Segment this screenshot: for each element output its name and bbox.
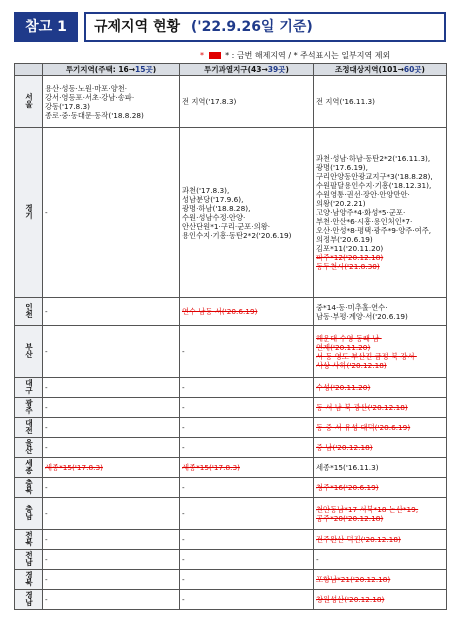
- zone-cell-c3: [314, 76, 447, 128]
- region-label: 전북: [24, 531, 34, 546]
- region-cell: [15, 478, 43, 498]
- cell-line: -: [45, 509, 48, 518]
- region-label: 대전: [24, 419, 34, 434]
- zone-cell-c2: [180, 76, 314, 128]
- cell-line: 파주*12('20.12.18): [316, 253, 384, 262]
- zone-cell-c2: [180, 438, 314, 458]
- cell-line: 연수·남동·서('20.6.19): [182, 307, 258, 316]
- zone-cell-c2: [180, 530, 314, 550]
- page-title: 규제지역 현황: [94, 19, 181, 35]
- table-row: [15, 128, 447, 298]
- zone-cell-c1: [43, 550, 180, 570]
- region-cell: [15, 76, 43, 128]
- zone-cell-c1: [43, 298, 180, 326]
- cell-line: 창원성산('20.12.18): [316, 595, 385, 604]
- cell-line: 서·동·영도·부산진·금정·북·강서·: [316, 351, 417, 361]
- cell-line: -: [182, 347, 185, 356]
- cell-line: 전 지역('16.11.3): [316, 97, 376, 106]
- cell-line: -: [45, 307, 48, 316]
- zone-cell-c3: [314, 298, 447, 326]
- table-row: [15, 530, 447, 550]
- legend: [200, 51, 456, 61]
- cell-line: -: [182, 443, 185, 452]
- regulation-table: [14, 63, 447, 610]
- zone-cell-c3: [314, 418, 447, 438]
- cell-line: -: [182, 535, 185, 544]
- cell-line: 세종*15('16.11.3): [316, 463, 379, 472]
- zone-cell-c1: [43, 458, 180, 478]
- zone-cell-c1: [43, 570, 180, 590]
- cell-line: 중*14·동·미추홀·연수·: [316, 302, 388, 312]
- table-row: [15, 438, 447, 458]
- table-row: [15, 458, 447, 478]
- zone-cell-c3: [314, 478, 447, 498]
- region-cell: [15, 378, 43, 398]
- zone-cell-c3: [314, 530, 447, 550]
- zone-cell-c2: [180, 326, 314, 378]
- region-cell: [15, 128, 43, 298]
- cell-line: 전주완산·덕진('20.12.18): [316, 535, 401, 544]
- zone-cell-c1: [43, 498, 180, 530]
- region-cell: [15, 498, 43, 530]
- zone-cell-c1: [43, 398, 180, 418]
- cell-line: -: [45, 347, 48, 356]
- cell-line: 성남분당('17.9.6),: [182, 194, 244, 204]
- title-date: ('22.9.26일 기준): [190, 19, 313, 35]
- cell-line: -: [182, 403, 185, 412]
- cell-line: 광명('17.6.19),: [316, 163, 368, 172]
- cell-line: -: [45, 423, 48, 432]
- cell-line: 포항남*21('20.12.18): [316, 575, 391, 584]
- region-label: 부산: [24, 343, 34, 358]
- cell-line: 종로·중·동대문·동작('18.8.28): [45, 110, 144, 120]
- legend-star: *: [200, 51, 204, 60]
- zone-cell-c3: [314, 378, 447, 398]
- zone-cell-c2: [180, 128, 314, 298]
- legend-separator: /: [288, 51, 292, 60]
- cell-line: 동·중·서·유성·대덕('20.6.19): [316, 423, 411, 432]
- cell-line: 오산·안성*8·평택·광주*9·양주·여주,: [316, 226, 432, 235]
- zone-cell-c2: [180, 550, 314, 570]
- zone-cell-c2: [180, 478, 314, 498]
- zone-cell-c3: [314, 438, 447, 458]
- zone-cell-c3: [314, 498, 447, 530]
- zone-cell-c2: [180, 378, 314, 398]
- zone-cell-c3: [314, 128, 447, 298]
- region-cell: [15, 298, 43, 326]
- region-cell: [15, 550, 43, 570]
- cell-line: 의왕('20.2.21): [316, 199, 366, 208]
- cell-line: -: [45, 443, 48, 452]
- zone-cell-c3: [314, 590, 447, 610]
- cell-line: 동두천시('21.8.30): [316, 262, 380, 271]
- region-cell: [15, 458, 43, 478]
- region-label: 경남: [24, 591, 34, 606]
- zone-cell-c1: [43, 326, 180, 378]
- table-row: [15, 398, 447, 418]
- cell-line: 과천·성남·하남·동탄2*2('16.11.3),: [316, 154, 431, 163]
- zone-cell-c3: [314, 458, 447, 478]
- header-overheated-zone: 투기과열지구(43→39곳): [180, 64, 314, 76]
- cell-line: 중·남('20.12.18): [316, 443, 373, 452]
- region-label: 울산: [24, 439, 34, 454]
- region-label: 인천: [24, 303, 34, 318]
- cell-line: 수원팔달용인수지·기흥('18.12.31),: [316, 181, 432, 190]
- region-label: 광주: [24, 399, 34, 414]
- cell-line: -: [45, 595, 48, 604]
- legend-note: * 주석표시는 일부지역 제외: [293, 51, 391, 60]
- zone-cell-c2: [180, 298, 314, 326]
- cell-line: 청주*16('20.6.19): [316, 483, 379, 492]
- table-row: [15, 76, 447, 128]
- header-adjustment-zone: 조정대상지역(101→60곳): [314, 64, 447, 76]
- zone-cell-c3: [314, 398, 447, 418]
- legend-red-swatch: [209, 52, 221, 59]
- cell-line: 김포*11('20.11.20): [316, 244, 384, 253]
- zone-cell-c1: [43, 128, 180, 298]
- region-cell: [15, 590, 43, 610]
- cell-line: 용인수지·기흥·동탄2*2('20.6.19): [182, 230, 292, 240]
- table-row: [15, 326, 447, 378]
- zone-cell-c1: [43, 438, 180, 458]
- table-row: [15, 570, 447, 590]
- header: [14, 12, 446, 42]
- zone-cell-c3: [314, 570, 447, 590]
- zone-cell-c2: [180, 570, 314, 590]
- zone-cell-c1: [43, 418, 180, 438]
- zone-cell-c2: [180, 590, 314, 610]
- cell-line: 용산·성동·노원·마포·양천·: [45, 83, 128, 93]
- cell-line: 남동·부평·계양·서('20.6.19): [316, 311, 408, 321]
- legend-swatch-text: * : 금번 해제지역: [225, 51, 286, 60]
- region-label: 서울: [24, 93, 34, 108]
- cell-line: 의정부('20.6.19): [316, 235, 373, 244]
- cell-line: 동·서·남·북·광산('20.12.18): [316, 403, 408, 412]
- table-row: [15, 478, 447, 498]
- cell-line: 사상·사하('20.12.18): [316, 360, 387, 370]
- reference-badge: 참고 1: [14, 12, 78, 42]
- cell-line: 강동('17.8.3): [45, 101, 91, 111]
- zone-cell-c1: [43, 478, 180, 498]
- cell-line: 연제('20.11.20): [316, 342, 371, 352]
- cell-line: -: [182, 555, 185, 564]
- cell-line: 해운대·수영·동래·남·: [316, 333, 382, 343]
- cell-line: -: [45, 483, 48, 492]
- region-cell: [15, 438, 43, 458]
- header-speculation-zone: 투기지역(주택: 16→15곳): [43, 64, 180, 76]
- cell-line: -: [45, 208, 48, 217]
- zone-cell-c1: [43, 378, 180, 398]
- cell-line: -: [182, 575, 185, 584]
- zone-cell-c1: [43, 530, 180, 550]
- table-row: [15, 418, 447, 438]
- cell-line: 안산단원*1·구리·군포·의왕·: [182, 221, 271, 231]
- region-label: 경북: [24, 571, 34, 586]
- cell-line: -: [45, 383, 48, 392]
- region-label: 대구: [24, 379, 34, 394]
- zone-cell-c3: [314, 550, 447, 570]
- title-box: [84, 12, 446, 42]
- cell-line: -: [182, 423, 185, 432]
- zone-cell-c3: [314, 326, 447, 378]
- cell-line: 세종*15('17.8.3): [45, 463, 103, 472]
- zone-cell-c1: [43, 76, 180, 128]
- cell-line: -: [182, 509, 185, 518]
- table-row: [15, 498, 447, 530]
- region-cell: [15, 326, 43, 378]
- region-cell: [15, 570, 43, 590]
- region-label: 전남: [24, 551, 34, 566]
- cell-line: 세종*15('17.8.3): [182, 463, 240, 472]
- cell-line: -: [45, 555, 48, 564]
- cell-line: 구리안양동안광교지구*3('18.8.28),: [316, 172, 433, 181]
- zone-cell-c2: [180, 498, 314, 530]
- table-row: [15, 550, 447, 570]
- region-label: 충북: [24, 479, 34, 494]
- zone-cell-c2: [180, 398, 314, 418]
- cell-line: 수원영통·권선·장안·안양만안·: [316, 190, 410, 199]
- cell-line: 수원·성남수정·안양·: [182, 212, 246, 222]
- region-cell: [15, 398, 43, 418]
- cell-line: -: [182, 595, 185, 604]
- cell-line: 강서·영등포·서초·강남·송파·: [45, 92, 135, 102]
- region-label: 충남: [24, 505, 34, 520]
- cell-line: 전 지역('17.8.3): [182, 97, 237, 106]
- zone-cell-c2: [180, 418, 314, 438]
- cell-line: 과천('17.8.3),: [182, 185, 230, 195]
- cell-line: 고양·남양주*4·화성*5·군포·: [316, 208, 406, 217]
- cell-line: -: [182, 383, 185, 392]
- table-row: [15, 590, 447, 610]
- header-region: [15, 64, 43, 76]
- cell-line: 부천·안산*6·시흥·용인처인*7·: [316, 217, 413, 226]
- zone-cell-c2: [180, 458, 314, 478]
- region-label: 세종: [24, 459, 34, 474]
- cell-line: 수성('20.11.20): [316, 383, 371, 392]
- cell-line: 공주*20('20.12.18): [316, 513, 384, 523]
- cell-line: 천안동남*17·서북*18·논산*19,: [316, 504, 419, 514]
- zone-cell-c1: [43, 590, 180, 610]
- cell-line: -: [182, 483, 185, 492]
- region-label: 경기: [24, 204, 34, 219]
- cell-line: 광명·하남('18.8.28),: [182, 203, 251, 213]
- cell-line: -: [45, 575, 48, 584]
- region-cell: [15, 418, 43, 438]
- cell-line: -: [45, 403, 48, 412]
- table-row: [15, 378, 447, 398]
- region-cell: [15, 530, 43, 550]
- cell-line: -: [316, 555, 319, 564]
- table-header-row: [15, 64, 447, 76]
- cell-line: -: [45, 535, 48, 544]
- table-row: [15, 298, 447, 326]
